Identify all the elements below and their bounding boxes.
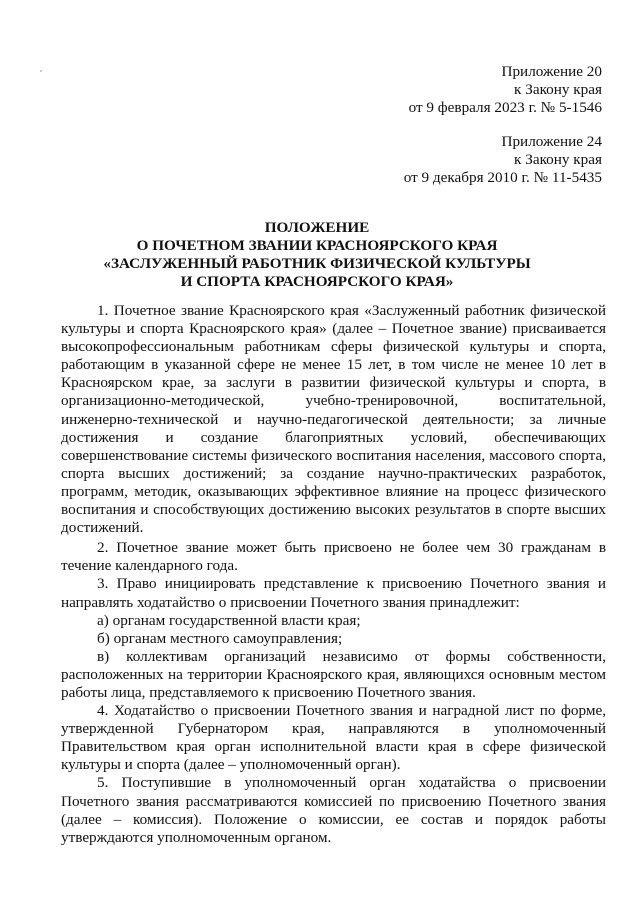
appendix-24-number: Приложение 24 (501, 133, 602, 150)
appendix-24-law: к Закону края (514, 151, 602, 169)
paragraph-3-item-b: б) органам местного самоуправления; (97, 629, 343, 647)
appendix-20-number: Приложение 20 (501, 63, 602, 80)
title-line-4: И СПОРТА КРАСНОЯРСКОГО КРАЯ» (180, 273, 454, 290)
scan-speck (40, 70, 42, 72)
appendix-20-date: от 9 февраля 2023 г. № 5-1546 (408, 99, 602, 117)
appendix-20-reference (409, 63, 602, 117)
title-line-2: О ПОЧЕТНОМ ЗВАНИИ КРАСНОЯРСКОГО КРАЯ (136, 237, 498, 254)
paragraph-3-item-a: а) органам государственной власти края; (97, 611, 361, 629)
paragraph-3-item-c: в) коллективам организаций независимо от формы собственности, расположенных на территории Красноярского края, являющихся основным местом работы лица, представляемого к присвоению Почетного звания. (61, 647, 606, 701)
appendix-24-reference (404, 133, 602, 187)
paragraph-1: 1. Почетное звание Красноярского края «Заслуженный работник физической культуры и спорта Красноярского края» (далее – Почетное звание) присваивается высокопрофессиональным работникам сферы физической культуры и спорта, работающим в указанной сфере не менее 15 лет, в том числе не менее 10 лет в Красноярском крае, за заслуги в развитии физической культуры и спорта, в организационно-методической, учебно-тренировочной, воспитательной, инженерно-технической и научно-педагогической деятельности; за личные достижения и создание благоприятных условий, обеспечивающих совершенствование системы физического воспитания населения, массового спорта, спорта высших достижений; за создание научно-практических разработок, программ, методик, оказывающих эффективное влияние на процесс физического воспитания и способствующих достижению высоких результатов в спорте высших достижений. (61, 302, 606, 537)
document-title (0, 219, 634, 291)
paragraph-2: 2. Почетное звание может быть присвоено не более чем 30 гражданам в течение календарного года. (61, 539, 606, 575)
paragraph-3: 3. Право инициировать представление к присвоению Почетного звания и направлять ходатайство о присвоении Почетного звания принадлежит: (61, 575, 606, 611)
title-line-3: «ЗАСЛУЖЕННЫЙ РАБОТНИК ФИЗИЧЕСКОЙ КУЛЬТУРЫ (103, 255, 531, 272)
paragraph-5: 5. Поступившие в уполномоченный орган ходатайства о присвоении Почетного звания рассматриваются комиссией по присвоению Почетного звания (далее – комиссия). Положение о комиссии, ее состав и порядок работы утверждаются уполномоченным органом. (61, 774, 606, 846)
appendix-20-law: к Закону края (514, 81, 602, 99)
appendix-24-date: от 9 декабря 2010 г. № 11-5435 (403, 169, 602, 187)
document-body (61, 302, 606, 847)
title-line-1: ПОЛОЖЕНИЕ (264, 219, 370, 236)
paragraph-4: 4. Ходатайство о присвоении Почетного звания и наградной лист по форме, утвержденной Губернатором края, направляются в уполномоченный Правительством края орган исполнительной власти края в сфере физической культуры и спорта (далее – уполномоченный орган). (61, 702, 606, 774)
